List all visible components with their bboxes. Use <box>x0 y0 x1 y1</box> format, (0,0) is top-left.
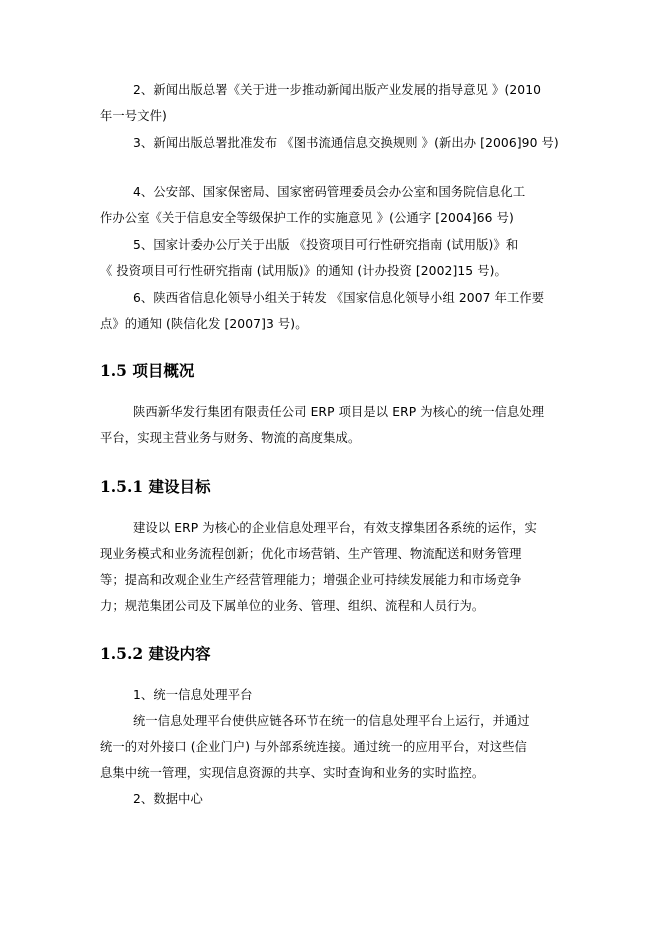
project-overview-line-2: 平台，实现主营业务与财务、物流的高度集成。 <box>100 431 361 445</box>
section-heading-construction-content: 1.5.2 建设内容 <box>100 644 211 663</box>
reference-6-line-2: 点》的通知 (陕信化发 [2007]3 号)。 <box>100 317 308 331</box>
item-2-title: 2、数据中心 <box>133 792 203 806</box>
section-heading-project-overview: 1.5 项目概况 <box>100 361 195 380</box>
item-1-body-line-1: 统一信息处理平台使供应链各环节在统一的信息处理平台上运行，并通过 <box>133 714 530 728</box>
reference-4-line-1: 4、公安部、国家保密局、国家密码管理委员会办公室和国务院信息化工 <box>133 185 526 199</box>
construction-goals-line-2: 现业务模式和业务流程创新；优化市场营销、生产管理、物流配送和财务管理 <box>100 547 522 561</box>
construction-goals-line-4: 力；规范集团公司及下属单位的业务、管理、组织、流程和人员行为。 <box>100 599 485 613</box>
reference-6-line-1: 6、陕西省信息化领导小组关于转发 《国家信息化领导小组 2007 年工作要 <box>133 291 545 305</box>
construction-goals-line-1: 建设以 ERP 为核心的企业信息处理平台，有效支撑集团各系统的运作，实 <box>133 521 537 535</box>
reference-2-line-1: 2、新闻出版总署《关于进一步推动新闻出版产业发展的指导意见 》(2010 <box>133 83 542 97</box>
reference-5-line-2: 《 投资项目可行性研究指南 (试用版)》的通知 (计办投资 [2002]15 号)。 <box>100 264 507 278</box>
item-1-title: 1、统一信息处理平台 <box>133 688 253 702</box>
reference-3-line-1: 3、新闻出版总署批准发布 《图书流通信息交换规则 》(新出办 [2006]90 号) <box>133 136 559 150</box>
reference-4-line-2: 作办公室《关于信息安全等级保护工作的实施意见 》(公通字 [2004]66 号) <box>100 211 514 225</box>
item-1-body-line-2: 统一的对外接口 (企业门户) 与外部系统连接。通过统一的应用平台，对这些信 <box>100 740 527 754</box>
item-1-body-line-3: 息集中统一管理，实现信息资源的共享、实时查询和业务的实时监控。 <box>100 766 485 780</box>
section-heading-construction-goals: 1.5.1 建设目标 <box>100 477 211 496</box>
reference-2-line-2: 年一号文件) <box>100 109 167 123</box>
reference-5-line-1: 5、国家计委办公厅关于出版 《投资项目可行性研究指南 (试用版)》和 <box>133 238 519 252</box>
construction-goals-line-3: 等；提高和改观企业生产经营管理能力；增强企业可持续发展能力和市场竞争 <box>100 573 522 587</box>
project-overview-line-1: 陕西新华发行集团有限责任公司 ERP 项目是以 ERP 为核心的统一信息处理 <box>133 405 545 419</box>
